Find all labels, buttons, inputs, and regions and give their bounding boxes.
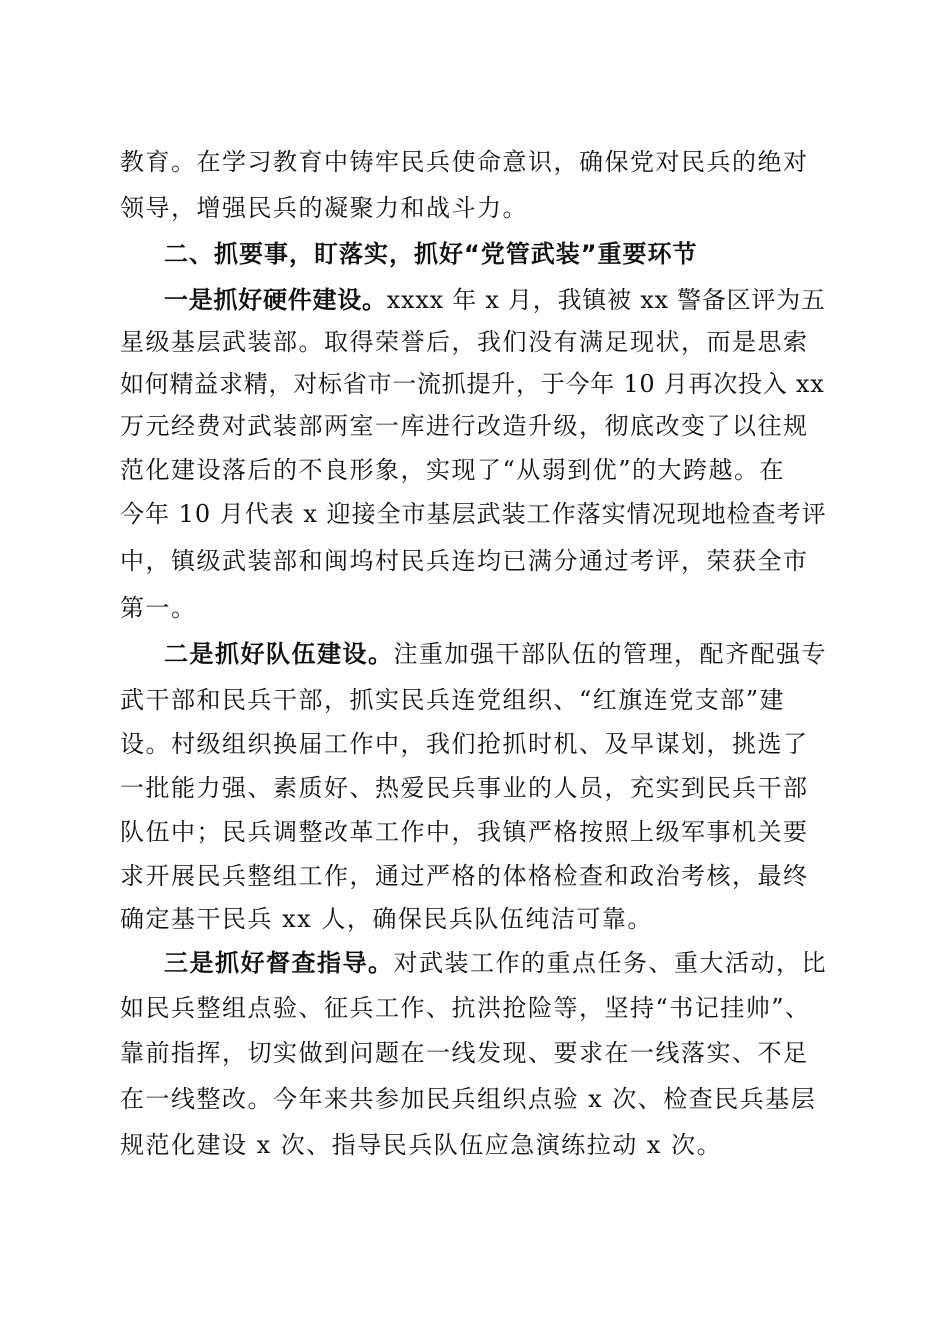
para3-line-2: 如民兵整组点验、征兵工作、抗洪抢险等，坚持“书记挂帅”、 bbox=[120, 994, 811, 1022]
para1-line-5: 范化建设落后的不良形象，实现了“从弱到优”的大跨越。在 bbox=[120, 456, 786, 484]
para1-line-4: 万元经费对武装部两室一库进行改造升级，彻底改变了以往规 bbox=[120, 412, 809, 440]
para1-line-8: 第一。 bbox=[120, 594, 197, 622]
para1-lead: 一是抓好硬件建设。 bbox=[164, 286, 387, 314]
para2-line-3: 设。村级组织换届工作中，我们抢抓时机、及早谋划，挑选了 bbox=[120, 730, 809, 758]
para3-lead: 三是抓好督查指导。 bbox=[164, 949, 394, 977]
para2-line-1 bbox=[164, 634, 827, 674]
para2-line-5: 队伍中；民兵调整改革工作中，我镇严格按照上级军事机关要 bbox=[120, 818, 809, 846]
para1-line-1 bbox=[164, 280, 826, 320]
para3-line-1-text: 对武装工作的重点任务、重大活动，比 bbox=[393, 949, 827, 977]
para3-line-5: 规范化建设 x 次、指导民兵队伍应急演练拉动 x 次。 bbox=[120, 1131, 723, 1159]
para1-line-6: 今年 10 月代表 x 迎接全市基层武装工作落实情况现地检查考评 bbox=[120, 500, 827, 528]
para3-line-4: 在一线整改。今年来共参加民兵组织点验 x 次、检查民兵基层 bbox=[120, 1085, 817, 1113]
para1-line-2: 星级基层武装部。取得荣誉后，我们没有满足现状，而是思索 bbox=[120, 328, 809, 356]
para1-line-1-text: xxxx 年 x 月，我镇被 xx 警备区评为五 bbox=[386, 286, 826, 314]
intro-line-2: 领导，增强民兵的凝聚力和战斗力。 bbox=[120, 194, 528, 222]
para2-line-2: 武干部和民兵干部，抓实民兵连党组织、“红旗连党支部”建 bbox=[120, 686, 786, 714]
para3-line-1 bbox=[164, 943, 827, 983]
para1-line-3: 如何精益求精，对标省市一流抓提升，于今年 10 月再次投入 xx bbox=[120, 370, 825, 398]
para3-line-3: 靠前指挥，切实做到问题在一线发现、要求在一线落实、不足 bbox=[120, 1039, 809, 1067]
intro-line-1: 教育。在学习教育中铸牢民兵使命意识，确保党对民兵的绝对 bbox=[120, 148, 809, 176]
para1-line-7: 中，镇级武装部和闽坞村民兵连均已满分通过考评，荣获全市 bbox=[120, 547, 809, 575]
para2-line-1-text: 注重加强干部队伍的管理，配齐配强专 bbox=[393, 640, 827, 668]
section-2-heading: 二、抓要事，盯落实，抓好“党管武装”重要环节 bbox=[164, 240, 698, 268]
para2-line-6: 求开展民兵整组工作，通过严格的体格检查和政治考核，最终 bbox=[120, 862, 809, 890]
para2-lead: 二是抓好队伍建设。 bbox=[164, 640, 394, 668]
para2-line-7: 确定基干民兵 xx 人，确保民兵队伍纯洁可靠。 bbox=[120, 905, 653, 933]
para2-line-4: 一批能力强、素质好、热爱民兵事业的人员，充实到民兵干部 bbox=[120, 774, 809, 802]
